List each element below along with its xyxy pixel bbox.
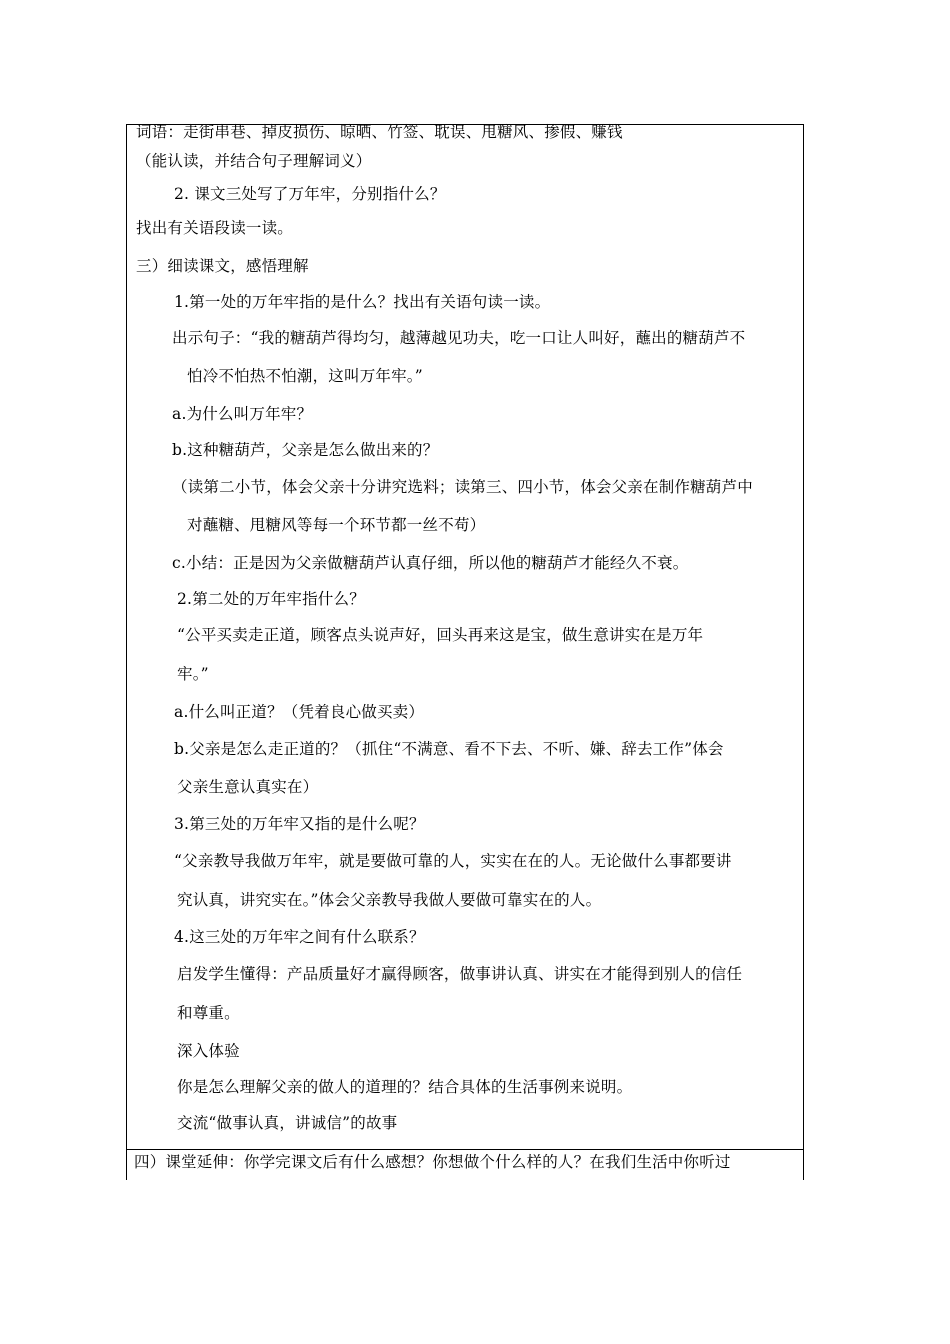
part-2-sub-b-line-1: b.父亲是怎么走正道的？（抓住“不满意、看不下去、不听、嫌、辞去工作”体会 xyxy=(174,740,724,758)
part-1-sub-b: b.这种糖葫芦，父亲是怎么做出来的？ xyxy=(172,441,439,459)
part-4-answer-line-1: 启发学生懂得：产品质量好才赢得顾客，做事讲认真、讲实在才能得到别人的信任 xyxy=(177,965,743,983)
part-1-reading-line-2: 对蘸糖、甩糖风等每一个环节都一丝不苟） xyxy=(187,516,486,534)
part-1-reading-line-1: （读第二小节，体会父亲十分讲究选料；读第三、四小节，体会父亲在制作糖葫芦中 xyxy=(172,478,753,496)
part-1-quote-line-1: 出示句子：“我的糖葫芦得均匀，越薄越见功夫，吃一口让人叫好，蘸出的糖葫芦不 xyxy=(172,329,746,347)
section-4-extension: 四）课堂延伸：你学完课文后有什么感想？你想做个什么样的人？在我们生活中你听过 xyxy=(134,1153,731,1171)
vocab-line: 词语：走街串巷、掉皮损伤、晾晒、竹签、耽误、甩糖风、掺假、赚钱 xyxy=(136,123,623,141)
part-2-sub-a: a.什么叫正道？（凭着良心做买卖） xyxy=(174,703,425,721)
part-2-quote-line-1: “公平买卖走正道，顾客点头说声好，回头再来这是宝，做生意讲实在是万年 xyxy=(177,626,704,644)
part-2-sub-b-line-2: 父亲生意认真实在） xyxy=(177,778,319,796)
part-4-answer-line-2: 和尊重。 xyxy=(177,1004,240,1022)
question-2: 2. 课文三处写了万年牢，分别指什么？ xyxy=(174,185,446,203)
part-4-question: 4.这三处的万年牢之间有什么联系？ xyxy=(174,928,425,946)
part-1-summary: c.小结：正是因为父亲做糖葫芦认真仔细，所以他的糖葫芦才能经久不衰。 xyxy=(172,554,689,572)
deep-experience-heading: 深入体验 xyxy=(177,1042,240,1060)
part-2-quote-line-2: 牢。” xyxy=(177,665,209,683)
deep-experience-question: 你是怎么理解父亲的做人的道理的？结合具体的生活事例来说明。 xyxy=(177,1078,633,1096)
part-3-quote-line-2: 究认真，讲究实在。”体会父亲教导我做人要做可靠实在的人。 xyxy=(177,891,602,909)
part-1-question: 1.第一处的万年牢指的是什么？找出有关语句读一读。 xyxy=(174,293,551,311)
part-1-quote-line-2: 怕冷不怕热不怕潮，这叫万年牢。” xyxy=(187,367,423,385)
row-divider xyxy=(126,1149,804,1150)
deep-experience-share: 交流“做事认真，讲诚信”的故事 xyxy=(177,1114,398,1132)
part-3-quote-line-1: “父亲教导我做万年牢，就是要做可靠的人，实实在在的人。无论做什么事都要讲 xyxy=(174,852,732,870)
find-read-instruction: 找出有关语段读一读。 xyxy=(136,219,294,237)
part-1-sub-a: a.为什么叫万年牢？ xyxy=(172,405,313,423)
vocab-note: （能认读，并结合句子理解词义） xyxy=(136,152,372,170)
part-3-question: 3.第三处的万年牢又指的是什么呢？ xyxy=(174,815,425,833)
section-3-heading: 三）细读课文，感悟理解 xyxy=(136,257,309,275)
part-2-question: 2.第二处的万年牢指什么？ xyxy=(177,590,365,608)
